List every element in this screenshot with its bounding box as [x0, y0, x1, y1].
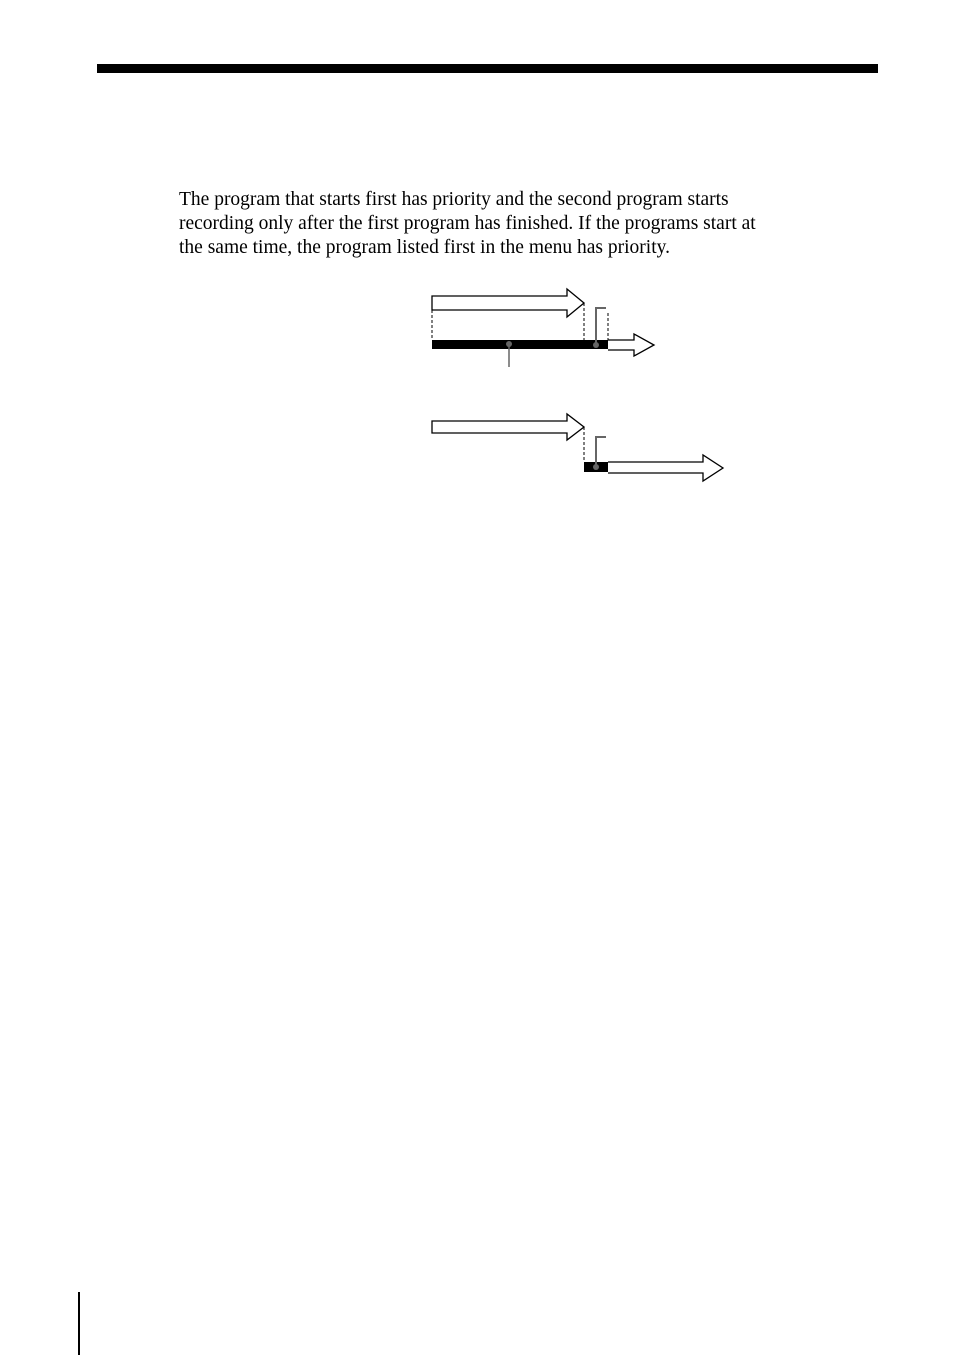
page-margin-rule	[78, 1292, 80, 1355]
second-program-start-dot-2	[593, 464, 599, 470]
paragraph-line-1: The program that starts first has priority and the second program starts	[179, 189, 729, 210]
first-program-arrow	[432, 289, 584, 317]
second-program-start-dot	[593, 342, 599, 348]
second-program-arrow-2	[608, 455, 723, 481]
second-program-start-bracket	[596, 308, 606, 344]
second-program-start-bracket-2	[596, 437, 606, 466]
case-overlapping-programs	[432, 289, 654, 367]
second-program-arrow-tail	[608, 334, 654, 356]
paragraph-line-3: the same time, the program listed first in the menu has priority.	[179, 237, 670, 258]
recorded-segment-bar	[432, 340, 608, 349]
recorded-segment-pointer-dot	[506, 341, 512, 347]
priority-explanation-paragraph	[179, 188, 879, 260]
paragraph-line-2: recording only after the first program has finished. If the programs start at	[179, 213, 756, 234]
first-program-arrow-2	[432, 414, 584, 440]
header-rule	[97, 64, 878, 73]
case-sequential-programs	[432, 414, 723, 481]
recording-priority-diagram	[420, 285, 740, 495]
